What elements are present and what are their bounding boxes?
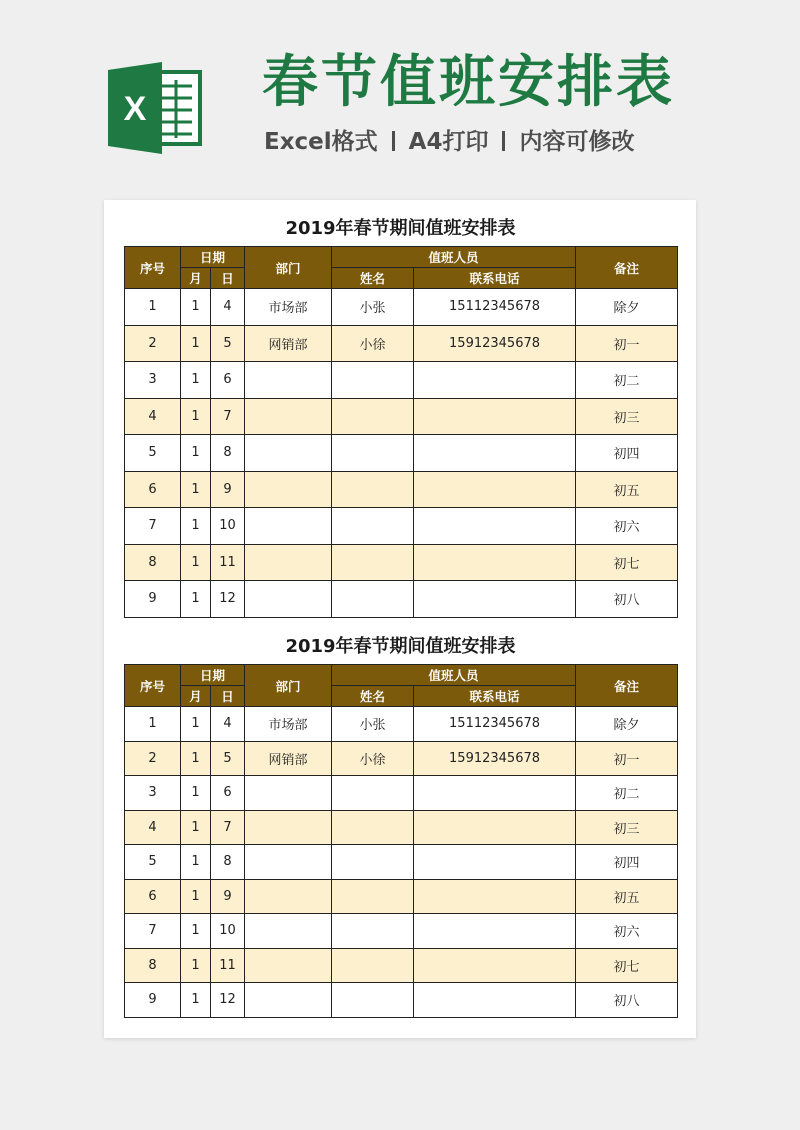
cell-month: 1 [181,983,211,1018]
col-header-note: 备注 [576,665,678,707]
cell-dept [245,362,332,399]
col-header-staff: 值班人员 [332,247,576,268]
cell-seq: 7 [125,914,181,949]
col-header-day: 日 [211,686,245,707]
cell-month: 1 [181,707,211,742]
section-title: 2019年春节期间值班安排表 [285,218,516,239]
col-header-month: 月 [181,686,211,707]
cell-phone: 15912345678 [414,325,576,362]
col-header-name: 姓名 [332,686,414,707]
cell-seq: 5 [125,435,181,472]
table-row [125,471,678,508]
cell-day: 11 [211,544,245,581]
cell-note: 初二 [576,362,678,399]
cell-name [332,435,414,472]
cell-seq: 1 [125,707,181,742]
page-title: 春节值班安排表 [262,50,675,115]
page-header [0,0,800,190]
cell-dept [245,914,332,949]
table-row [125,879,678,914]
cell-seq: 8 [125,544,181,581]
excel-icon [104,58,204,158]
schedule-section [124,630,677,1018]
cell-dept [245,581,332,618]
cell-day: 10 [211,914,245,949]
document-sheet [104,200,696,1038]
cell-seq: 2 [125,325,181,362]
cell-seq: 2 [125,741,181,776]
cell-name [332,776,414,811]
cell-dept [245,435,332,472]
cell-seq: 1 [125,289,181,326]
cell-dept [245,398,332,435]
cell-name [332,810,414,845]
table-row [125,983,678,1018]
cell-seq: 6 [125,471,181,508]
cell-phone [414,398,576,435]
cell-note: 初三 [576,398,678,435]
cell-month: 1 [181,471,211,508]
cell-day: 8 [211,435,245,472]
cell-name [332,983,414,1018]
cell-day: 7 [211,398,245,435]
subtitle-separator [392,131,395,151]
cell-dept [245,471,332,508]
table-row [125,948,678,983]
cell-dept [245,983,332,1018]
cell-seq: 3 [125,362,181,399]
cell-note: 初七 [576,544,678,581]
cell-dept [245,776,332,811]
cell-name [332,948,414,983]
cell-month: 1 [181,776,211,811]
cell-name: 小张 [332,289,414,326]
cell-name [332,879,414,914]
cell-name [332,471,414,508]
cell-dept [245,845,332,880]
cell-note: 除夕 [576,289,678,326]
cell-phone [414,983,576,1018]
cell-seq: 6 [125,879,181,914]
col-header-date: 日期 [181,247,245,268]
cell-month: 1 [181,398,211,435]
col-header-dept: 部门 [245,665,332,707]
cell-note: 初四 [576,435,678,472]
col-header-note: 备注 [576,247,678,289]
cell-note: 初二 [576,776,678,811]
cell-dept: 市场部 [245,289,332,326]
section-title: 2019年春节期间值班安排表 [285,636,516,657]
cell-dept [245,544,332,581]
cell-note: 初四 [576,845,678,880]
cell-day: 10 [211,508,245,545]
cell-dept [245,948,332,983]
cell-day: 9 [211,471,245,508]
cell-phone [414,776,576,811]
col-header-staff: 值班人员 [332,665,576,686]
cell-note: 初八 [576,581,678,618]
cell-note: 初三 [576,810,678,845]
col-header-month: 月 [181,268,211,289]
cell-name [332,508,414,545]
cell-month: 1 [181,741,211,776]
table-row [125,435,678,472]
table-row [125,741,678,776]
cell-note: 初五 [576,471,678,508]
col-header-name: 姓名 [332,268,414,289]
cell-day: 8 [211,845,245,880]
col-header-seq: 序号 [125,247,181,289]
cell-day: 5 [211,325,245,362]
cell-note: 初七 [576,948,678,983]
cell-day: 6 [211,362,245,399]
cell-note: 初五 [576,879,678,914]
subtitle-separator [502,131,505,151]
cell-day: 9 [211,879,245,914]
cell-day: 12 [211,983,245,1018]
cell-month: 1 [181,362,211,399]
cell-day: 12 [211,581,245,618]
cell-day: 4 [211,289,245,326]
cell-phone: 15112345678 [414,707,576,742]
table-row [125,362,678,399]
table-row [125,810,678,845]
cell-dept: 市场部 [245,707,332,742]
table-row [125,707,678,742]
schedule-table [124,664,678,1018]
cell-day: 4 [211,707,245,742]
schedule-table [124,246,678,618]
table-row [125,544,678,581]
table-row [125,289,678,326]
cell-seq: 5 [125,845,181,880]
cell-month: 1 [181,581,211,618]
cell-phone [414,581,576,618]
table-row [125,398,678,435]
cell-seq: 8 [125,948,181,983]
col-header-seq: 序号 [125,665,181,707]
cell-phone [414,914,576,949]
logo-letter: X [123,90,147,128]
col-header-phone: 联系电话 [414,268,576,289]
cell-month: 1 [181,810,211,845]
cell-month: 1 [181,879,211,914]
cell-month: 1 [181,325,211,362]
cell-phone [414,508,576,545]
cell-name [332,845,414,880]
cell-month: 1 [181,508,211,545]
cell-dept: 网销部 [245,325,332,362]
cell-phone [414,879,576,914]
table-row [125,581,678,618]
cell-name [332,914,414,949]
cell-month: 1 [181,289,211,326]
cell-month: 1 [181,914,211,949]
cell-day: 7 [211,810,245,845]
cell-phone [414,471,576,508]
col-header-dept: 部门 [245,247,332,289]
col-header-date: 日期 [181,665,245,686]
cell-seq: 4 [125,398,181,435]
cell-phone: 15112345678 [414,289,576,326]
cell-note: 除夕 [576,707,678,742]
cell-phone [414,948,576,983]
cell-seq: 9 [125,983,181,1018]
cell-phone [414,435,576,472]
cell-phone [414,544,576,581]
cell-seq: 4 [125,810,181,845]
cell-phone [414,362,576,399]
table-row [125,914,678,949]
subtitle-editable: 内容可修改 [519,129,635,155]
cell-name: 小徐 [332,741,414,776]
cell-month: 1 [181,948,211,983]
cell-phone: 15912345678 [414,741,576,776]
cell-day: 5 [211,741,245,776]
cell-month: 1 [181,845,211,880]
cell-seq: 7 [125,508,181,545]
cell-name [332,398,414,435]
cell-note: 初六 [576,914,678,949]
cell-seq: 3 [125,776,181,811]
cell-note: 初六 [576,508,678,545]
col-header-day: 日 [211,268,245,289]
cell-phone [414,845,576,880]
cell-name: 小张 [332,707,414,742]
cell-day: 11 [211,948,245,983]
cell-dept [245,879,332,914]
cell-name [332,362,414,399]
schedule-section [124,212,677,618]
cell-name: 小徐 [332,325,414,362]
table-row [125,845,678,880]
col-header-phone: 联系电话 [414,686,576,707]
cell-phone [414,810,576,845]
page-subtitle [264,124,634,160]
subtitle-print: A4打印 [408,129,489,155]
table-row [125,508,678,545]
table-row [125,776,678,811]
cell-name [332,581,414,618]
cell-name [332,544,414,581]
subtitle-format: Excel格式 [264,129,378,155]
cell-dept [245,508,332,545]
cell-month: 1 [181,544,211,581]
cell-note: 初一 [576,325,678,362]
cell-note: 初八 [576,983,678,1018]
cell-dept: 网销部 [245,741,332,776]
cell-dept [245,810,332,845]
table-row [125,325,678,362]
cell-seq: 9 [125,581,181,618]
cell-note: 初一 [576,741,678,776]
cell-day: 6 [211,776,245,811]
cell-month: 1 [181,435,211,472]
